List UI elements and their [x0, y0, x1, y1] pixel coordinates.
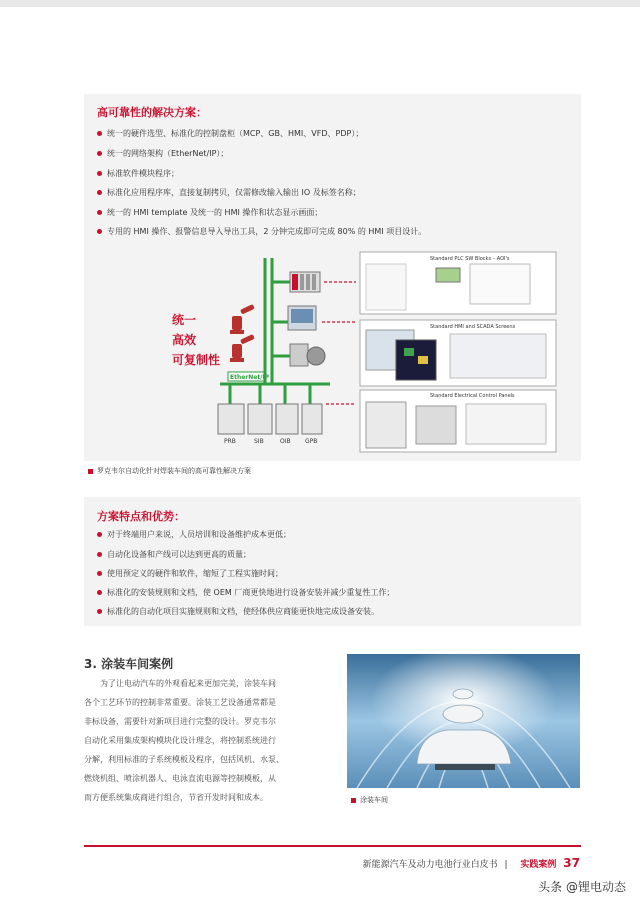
slogan-line: 统一: [172, 313, 197, 327]
hmi-terminal-icon: [288, 306, 316, 330]
cabinet-label: SIB: [254, 438, 264, 445]
page-footer: [363, 856, 580, 870]
bullet-item: 统一的 HMI template 及统一的 HMI 操作和状态显示画面；: [97, 207, 322, 218]
figure-caption: 罗克韦尔自动化针对焊装车间的高可靠性解决方案: [88, 466, 251, 476]
bullet-item: 统一的硬件选型、标准化的控制盘柜（MCP、GB、HMI、VFD、PDP）；: [97, 128, 363, 139]
cabinet-label: GPB: [305, 438, 318, 445]
slogan-line: 高效: [172, 333, 197, 347]
book-title: 新能源汽车及动力电池行业白皮书: [362, 860, 498, 870]
screen-title: Standard Electrical Control Panels: [430, 393, 515, 399]
drive-icon: [290, 344, 325, 366]
bullet-item: 标准软件模块程序；: [97, 168, 179, 179]
bullet-item: 使用预定义的硬件和软件，缩短了工程实施时间；: [97, 568, 283, 579]
standard-electrical-panels-screen: [360, 390, 556, 452]
plc-controller-icon: [290, 272, 320, 292]
paragraph-line: 非标设备，需要针对新项目进行完整的设计。罗克韦尔: [84, 717, 276, 726]
cabinet-label: OIB: [280, 438, 291, 445]
arrow-connectors: [322, 282, 356, 404]
page-number: 37: [563, 856, 580, 870]
bullet-item: 自动化设备和产线可以达到更高的质量；: [97, 549, 251, 560]
bullet-item: 对于终端用户来说，人员培训和设备维护成本更低；: [97, 529, 291, 540]
top-bar: [0, 0, 640, 7]
screen-title: Standard HMI and SCADA Screens: [430, 324, 516, 330]
paragraph-line: 而方便系统集成商进行组合，节省开发时间和成本。: [84, 793, 268, 802]
footer-rule: [84, 845, 581, 847]
paint-shop-photo: [347, 654, 580, 788]
bullet-item: 标准化应用程序库，直接复制拷贝，仅需修改输入输出 IO 及标签名称；: [97, 187, 361, 198]
control-cabinets: [218, 404, 322, 434]
section-title: 3. 涂装车间案例: [84, 657, 174, 671]
paragraph-line: 分解，利用标准的子系统模板及程序，包括风机、水泵、: [84, 755, 284, 764]
paragraph-line: 自动化采用集成架构模块化设计理念，将控制系统进行: [84, 736, 276, 745]
screen-title: Standard PLC SW Blocks – AOI's: [430, 256, 510, 262]
cabinet-label: PRB: [224, 438, 236, 445]
architecture-diagram: [160, 244, 560, 456]
paragraph-line: 为了让电动汽车的外观看起来更加完美，涂装车间: [100, 679, 276, 688]
footer-section: 实践案例: [520, 860, 557, 870]
network-label: EtherNet/IP: [230, 374, 270, 381]
bullet-item: 标准化的自动化项目实施规则和文档，使经体供应商能更快地完成设备安装。: [97, 606, 379, 617]
paragraph-line: 燃烧机组、喷涂机器人、电泳直流电源等控制模板，从: [84, 774, 276, 783]
watermark: 头条 @锂电动态: [538, 880, 626, 894]
bullet-item: 标准化的安装规则和文档，使 OEM 厂商更快地进行设备安装并减少重复性工作；: [97, 587, 394, 598]
body-paragraph: [84, 674, 334, 807]
bullet-item: 专用的 HMI 操作、报警信息导入导出工具，2 分钟完成即可完成 80% 的 HMI 项目设计。: [97, 226, 426, 237]
bullet-item: 统一的网络架构（EtherNet/IP）；: [97, 148, 228, 159]
section-heading-features: 方案特点和优势：: [97, 510, 185, 523]
section-heading-reliability: 高可靠性的解决方案：: [97, 106, 207, 119]
photo-caption: 涂装车间: [351, 795, 388, 805]
paragraph-line: 各个工艺环节的控制非常重要。涂装工艺设备通常都是: [84, 698, 276, 707]
slogan-line: 可复制性: [172, 353, 221, 367]
footer-separator: |: [504, 860, 508, 870]
robot-icon: [230, 304, 255, 362]
